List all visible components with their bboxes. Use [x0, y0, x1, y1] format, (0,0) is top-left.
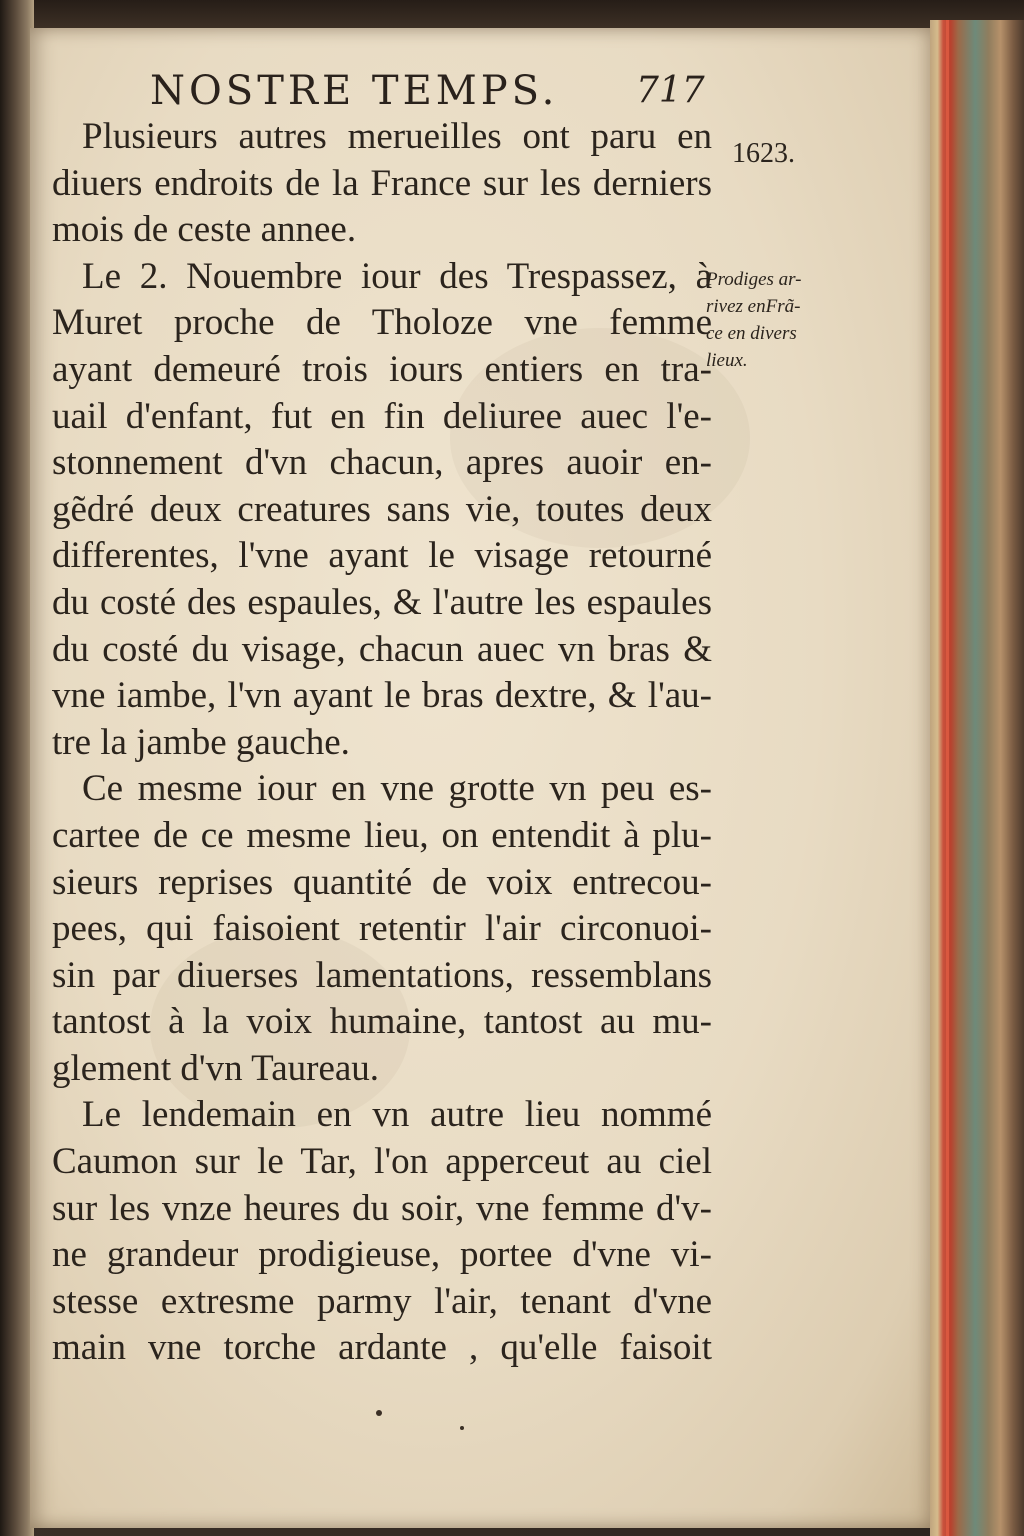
text-line: gẽdré deux creatures sans vie, toutes deux	[52, 488, 712, 530]
text-line: sieurs reprises quantité de voix entrecou-	[52, 861, 712, 903]
page-header	[150, 66, 710, 116]
binding-gutter	[0, 0, 34, 1536]
text-line: Caumon sur le Tar, l'on apperceut au ciel	[52, 1141, 712, 1183]
text-line: diuers endroits de la France sur les derniers	[52, 162, 712, 204]
running-title: NOSTRE TEMPS.	[150, 68, 559, 114]
text-line: pees, qui faisoient retentir l'air circonuoi-	[52, 908, 712, 950]
text-line: stonnement d'vn chacun, apres auoir en-	[52, 442, 712, 484]
text-line: du costé des espaules, & l'autre les espaules	[52, 581, 712, 623]
text-line: Muret proche de Tholoze vne femme	[52, 302, 712, 344]
text-line: tre la jambe gauche.	[52, 721, 350, 763]
text-line: tantost à la voix humaine, tantost au mu-	[52, 1001, 712, 1043]
margin-note-line: rivez enFrã-	[706, 296, 801, 317]
text-line: ne grandeur prodigieuse, portee d'vne vi-	[52, 1234, 712, 1276]
text-line: glement d'vn Taureau.	[52, 1047, 380, 1089]
text-line: sur les vnze heures du soir, vne femme d'v-	[52, 1187, 712, 1229]
margin-note-line: ce en divers	[706, 323, 797, 344]
text-line: mois de ceste annee.	[52, 209, 357, 251]
page-edges	[930, 20, 1024, 1536]
text-line: cartee de ce mesme lieu, on entendit à plu-	[52, 814, 712, 856]
text-line: uail d'enfant, fut en fin deliuree auec l'e-	[52, 395, 712, 437]
text-line: Ce mesme iour en vne grotte vn peu es-	[82, 768, 712, 810]
text-line: Le 2. Nouembre iour des Trespassez, à	[82, 255, 712, 297]
margin-note-line: lieux.	[706, 350, 748, 371]
text-line: vne iambe, l'vn ayant le bras dextre, & l'au-	[52, 675, 712, 717]
top-band	[0, 0, 1024, 30]
ink-speck	[460, 1426, 464, 1430]
text-line: main vne torche ardante , qu'elle faisoit	[52, 1327, 712, 1369]
text-line: ayant demeuré trois iours entiers en tra-	[52, 348, 712, 390]
red-edge-line	[946, 20, 949, 1536]
text-line: differentes, l'vne ayant le visage retourné	[52, 535, 712, 577]
text-line: Plusieurs autres merueilles ont paru en	[82, 116, 712, 157]
margin-year: 1623.	[732, 138, 795, 169]
text-line: Le lendemain en vn autre lieu nommé	[82, 1094, 712, 1136]
margin-note	[706, 266, 856, 374]
ink-speck	[376, 1410, 382, 1416]
text-line: du costé du visage, chacun auec vn bras &	[52, 628, 712, 670]
text-line: stesse extresme parmy l'air, tenant d'vne	[52, 1280, 712, 1322]
body-text	[52, 114, 712, 1372]
text-line: sin par diuerses lamentations, ressemblans	[52, 954, 712, 996]
margin-note-line: Prodiges ar-	[706, 269, 802, 290]
page-number: 717	[636, 70, 705, 111]
